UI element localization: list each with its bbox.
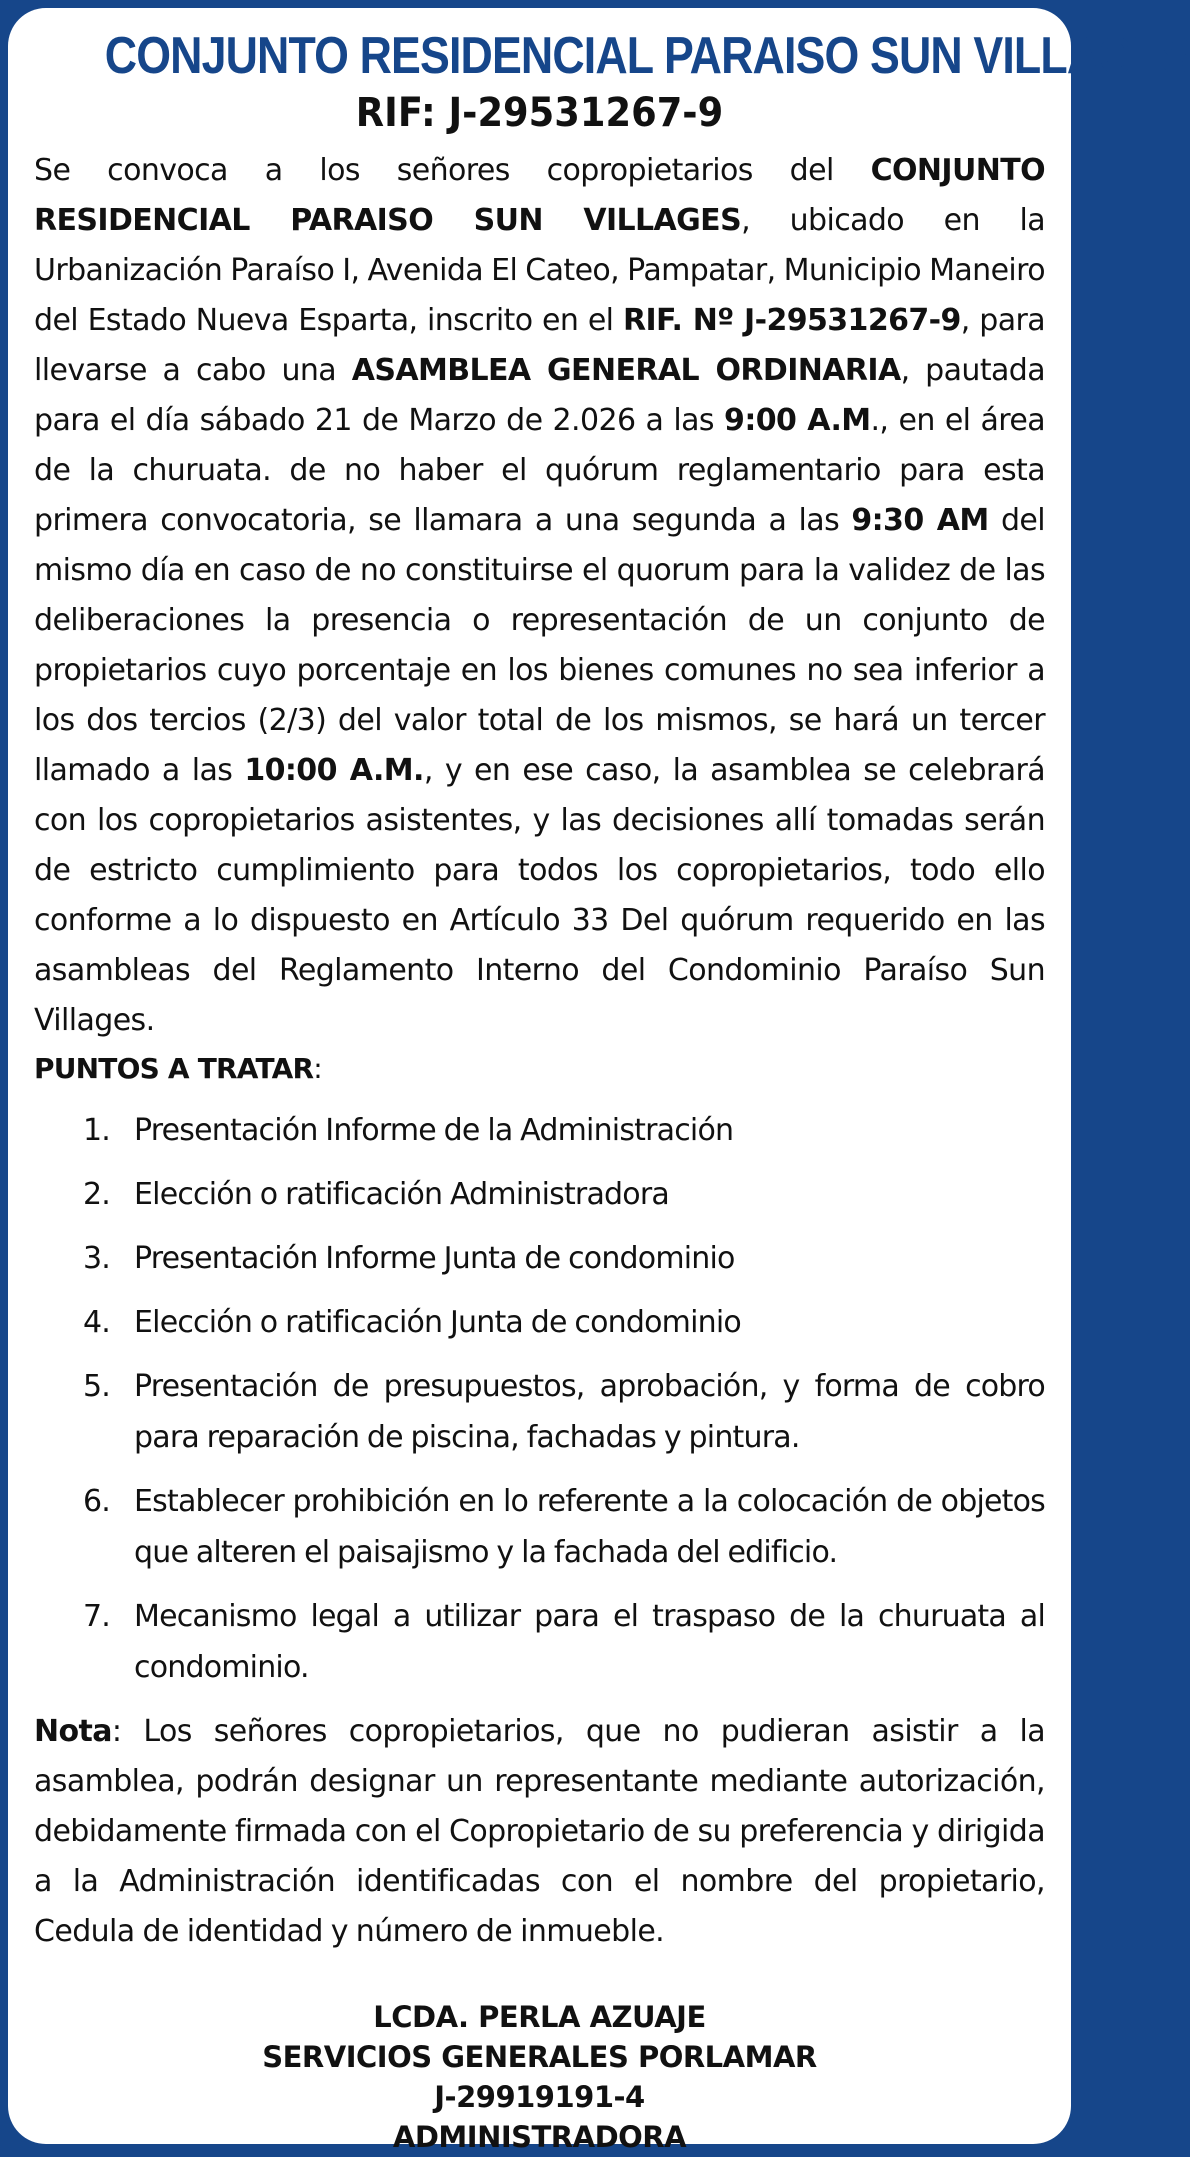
signatory-role: ADMINISTRADORA bbox=[392, 2120, 687, 2154]
agenda-heading-label: PUNTOS A TRATAR bbox=[34, 1052, 314, 1085]
text-run: , ubicado en la Urbanización Paraíso I, Avenida El Cateo, Pampatar, Municipio Maneiro del Estado Nueva Esparta, inscrito en el bbox=[34, 203, 1045, 338]
first-call-time: 9:00 A.M bbox=[724, 403, 871, 438]
agenda-list bbox=[34, 1105, 1045, 1693]
agenda-item-text: Presentación Informe de la Administración bbox=[134, 1113, 734, 1148]
agenda-heading bbox=[34, 1046, 1045, 1092]
notice-card bbox=[8, 8, 1190, 2154]
agenda-item-number: 6. bbox=[82, 1484, 110, 1519]
agenda-item-number: 5. bbox=[82, 1369, 110, 1404]
agenda-item-text: Establecer prohibición en lo referente a la colocación de objetos que alteren el paisajismo y la fachada del edificio. bbox=[134, 1484, 1045, 1570]
signatory-name: LCDA. PERLA AZUAJE bbox=[373, 2000, 706, 2034]
agenda-item-text: Presentación de presupuestos, aprobación, y forma de cobro para reparación de piscina, fachadas y pintura. bbox=[134, 1369, 1045, 1455]
conjunto-name: CONJUNTO RESIDENCIAL PARAISO SUN VILLAGES bbox=[34, 153, 1045, 238]
agenda-heading-colon: : bbox=[313, 1052, 322, 1085]
signatory-company: SERVICIOS GENERALES PORLAMAR bbox=[262, 2040, 817, 2074]
agenda-item bbox=[34, 1297, 1045, 1348]
text-run: ., en el área de la churuata. de no haber el quórum reglamentario para esta primera convocatoria, se llamara a una segunda a las bbox=[34, 403, 1046, 538]
agenda-item-text: Elección o ratificación Administradora bbox=[134, 1177, 669, 1212]
asamblea-type: ASAMBLEA GENERAL ORDINARIA bbox=[351, 353, 901, 388]
text-run: , y en ese caso, la asamblea se celebrará con los copropietarios asistentes, y las decisiones allí tomadas serán de estricto cumplimiento para todos los copropietarios, todo ello conforme a lo dispuesto en Artículo 33 Del quórum requerido en las asambleas del Reglamento Interno del Condominio Paraíso Sun Villages. bbox=[34, 753, 1046, 1038]
signatory-rif: J-29919191-4 bbox=[434, 2080, 645, 2114]
text-run: , pautada para el día sábado 21 de Marzo de 2.026 a las bbox=[34, 353, 1045, 438]
agenda-item-text: Presentación Informe Junta de condominio bbox=[134, 1241, 735, 1276]
agenda-item bbox=[34, 1476, 1045, 1578]
text-run: Se convoca a los señores copropietarios del bbox=[34, 153, 871, 188]
nota-text: : Los señores copropietarios, que no pudieran asistir a la asamblea, podrán designar un representante mediante autorización, debidamente firmada con el Copropietario de su preferencia y dirigida a la Administración identificadas con el nombre del propietario, Cedula de identidad y número de inmueble. bbox=[34, 1714, 1045, 1949]
second-call-time: 9:30 AM bbox=[851, 503, 989, 538]
convocatoria-paragraph bbox=[34, 146, 1045, 1046]
rif-inline: RIF. Nº J-29531267-9 bbox=[622, 303, 961, 338]
agenda-item-number: 1. bbox=[82, 1113, 110, 1148]
agenda-item bbox=[34, 1105, 1045, 1156]
agenda-item-number: 4. bbox=[82, 1305, 110, 1340]
agenda-item-number: 2. bbox=[82, 1177, 110, 1212]
agenda-item bbox=[34, 1361, 1045, 1463]
third-call-time: 10:00 A.M. bbox=[244, 753, 424, 788]
agenda-item-text: Elección o ratificación Junta de condominio bbox=[134, 1305, 741, 1340]
signature-block bbox=[34, 1997, 1045, 2157]
agenda-item-number: 7. bbox=[82, 1599, 110, 1634]
agenda-item bbox=[34, 1591, 1045, 1693]
agenda-item bbox=[34, 1233, 1045, 1284]
agenda-item-text: Mecanismo legal a utilizar para el traspaso de la churuata al condominio. bbox=[134, 1599, 1045, 1685]
agenda-item-number: 3. bbox=[82, 1241, 110, 1276]
text-run: , para llevarse a cabo una bbox=[34, 303, 1046, 388]
agenda-item bbox=[34, 1169, 1045, 1220]
notice-rif: RIF: J-29531267-9 bbox=[355, 90, 724, 136]
notice-title: CONJUNTO RESIDENCIAL PARAISO SUN VILLAGES bbox=[104, 27, 1190, 85]
nota-label: Nota bbox=[34, 1714, 112, 1749]
text-run: del mismo día en caso de no constituirse el quorum para la validez de las deliberaciones la presencia o representación de un conjunto de propietarios cuyo porcentaje en los bienes comunes no sea inferior a los dos tercios (2/3) del valor total de los mismos, se hará un tercer llamado a las bbox=[34, 503, 1045, 788]
nota-paragraph bbox=[34, 1707, 1045, 1957]
